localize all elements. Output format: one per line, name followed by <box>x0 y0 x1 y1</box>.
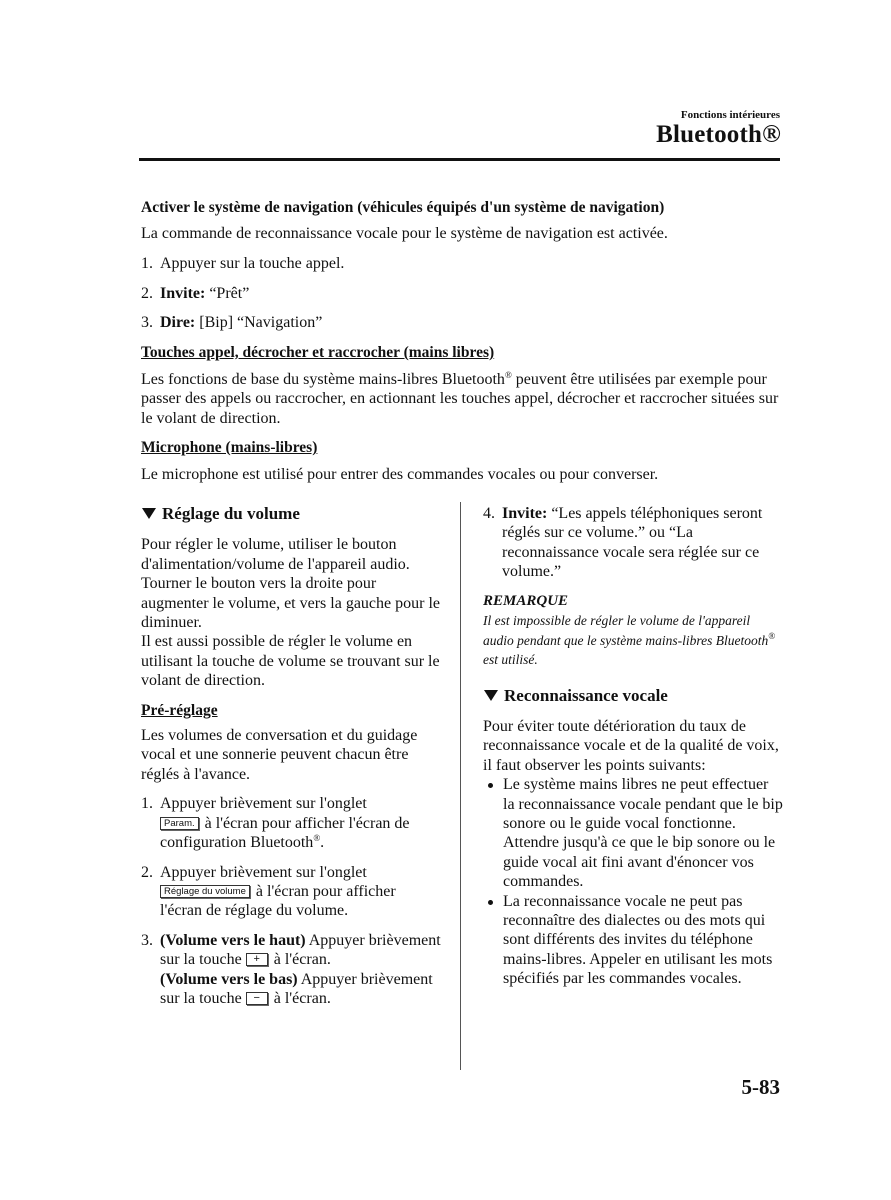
nav-intro: La commande de reconnaissance vocale pour le système de navigation est activée. <box>141 224 668 242</box>
step-number: 2. <box>141 863 153 881</box>
nav-step-3 <box>141 313 783 333</box>
touches-section <box>141 343 783 428</box>
nav-section <box>141 198 783 333</box>
step-number: 3. <box>141 931 153 949</box>
bullet-icon <box>488 900 493 905</box>
page-title: Bluetooth® <box>656 121 781 148</box>
bullet-text: La reconnaissance vocale ne peut pas reconnaître des dialectes ou des mots qui sont différents des invites du téléphone mains-libres. Appeler en utilisant les mots spécifiés par les commandes vocales. <box>503 892 773 988</box>
registered-mark: ® <box>504 369 512 380</box>
param-tab-button[interactable]: Param. <box>160 817 199 830</box>
nav-heading: Activer le système de navigation (véhicules équipés d'un système de navigation) <box>141 199 665 216</box>
volume-down-button[interactable]: − <box>246 992 268 1005</box>
volume-up-button[interactable]: + <box>246 953 268 966</box>
touches-body-b: peuvent être utilisées par exemple pour passer des appels ou raccrocher, en actionnant les touches appel, décrocher et raccrocher situées sur le volant de direction. <box>141 370 779 427</box>
preset-body: Les volumes de conversation et du guidage vocal et une sonnerie peuvent chacun être réglés à l'avance. <box>141 727 418 783</box>
preset-step-2 <box>141 863 441 921</box>
step-text: Appuyer brièvement sur la touche <box>160 970 433 1007</box>
step-number: 4. <box>483 505 495 522</box>
left-column <box>141 504 441 1008</box>
nav-step-2 <box>141 284 783 304</box>
voice-recognition-heading <box>483 686 783 705</box>
step-text: “Prêt” <box>205 284 250 302</box>
bullet-text: Le système mains libres ne peut effectuer la reconnaissance vocale pendant que le bip sonore ou le guide vocal fonctionne. Attendre jusqu'à ce que le bip sonore ou le guide vocal ait fini avant d'énoncer vos commandes. <box>503 776 783 891</box>
step-text: à l'écran. <box>273 951 331 969</box>
step-text: à l'écran pour afficher l'écran de réglage du volume. <box>160 882 396 920</box>
preset-step-4 <box>483 504 783 582</box>
bullet-icon <box>488 783 493 788</box>
header-rule <box>139 158 780 161</box>
right-column <box>483 504 783 989</box>
step-label: (Volume vers le haut) <box>160 931 306 949</box>
step-text: Appuyer brièvement sur la touche <box>160 931 441 969</box>
note-text: Il est impossible de régler le volume de l'appareil audio pendant que le système mains-libres Bluetooth <box>483 613 769 648</box>
step-text: “Les appels téléphoniques seront réglés sur ce volume.” ou “La reconnaissance vocale sera réglée sur ce volume.” <box>502 505 763 581</box>
volume-heading <box>141 504 441 523</box>
step-text: . <box>320 834 325 852</box>
note-text: est utilisé. <box>483 652 538 668</box>
preset-step-1 <box>141 794 441 852</box>
volume-heading-text: Réglage du volume <box>162 504 300 523</box>
touches-body <box>141 370 783 429</box>
volume-settings-tab-button[interactable]: Réglage du volume <box>160 885 250 898</box>
voice-recognition-body: Pour éviter toute détérioration du taux de reconnaissance vocale et de la qualité de voix, il faut observer les points suivants: <box>483 717 779 774</box>
step-label: Invite: <box>502 505 548 522</box>
touches-heading: Touches appel, décrocher et raccrocher (mains libres) <box>141 344 495 361</box>
step-text: Appuyer brièvement sur l'onglet <box>160 863 367 881</box>
touches-body-a: Les fonctions de base du système mains-libres Bluetooth <box>141 370 505 388</box>
volume-body-1: Pour régler le volume, utiliser le bouton d'alimentation/volume de l'appareil audio. Tourner le bouton vers la droite pour augmenter le volume, et vers la gauche pour le diminuer. <box>141 536 440 632</box>
step-label: Dire: <box>160 314 196 331</box>
voice-recognition-heading-text: Reconnaissance vocale <box>504 685 668 705</box>
step-text: à l'écran pour afficher l'écran de configuration Bluetooth <box>160 814 410 852</box>
list-item <box>483 775 783 891</box>
step-label: Invite: <box>160 284 206 302</box>
registered-mark: ® <box>313 833 321 844</box>
list-item <box>483 892 783 989</box>
page-number: 5-83 <box>741 1075 780 1099</box>
note-body <box>483 611 783 670</box>
section-label: Fonctions intérieures <box>680 109 780 121</box>
triangle-down-icon <box>484 690 498 701</box>
step-text: [Bip] “Navigation” <box>195 314 323 331</box>
preset-step-3 <box>141 931 441 1009</box>
triangle-down-icon <box>142 508 156 519</box>
step-number: 1. <box>141 255 153 272</box>
column-divider <box>460 502 461 1070</box>
step-number: 2. <box>141 284 153 302</box>
micro-body: Le microphone est utilisé pour entrer des commandes vocales ou pour converser. <box>141 465 659 483</box>
step-text: Appuyer brièvement sur l'onglet <box>160 795 367 813</box>
step-text: Appuyer sur la touche appel. <box>160 255 345 272</box>
step-number: 1. <box>141 795 153 813</box>
registered-mark: ® <box>768 630 776 641</box>
preset-heading: Pré-réglage <box>141 701 218 719</box>
step-number: 3. <box>141 314 153 331</box>
nav-step-1 <box>141 254 783 274</box>
step-text: à l'écran. <box>273 989 331 1007</box>
micro-section <box>141 438 783 484</box>
note-title: REMARQUE <box>483 592 569 609</box>
micro-heading: Microphone (mains-libres) <box>141 439 318 456</box>
step-label: (Volume vers le bas) <box>160 970 298 988</box>
volume-body-2: Il est aussi possible de régler le volume en utilisant la touche de volume se trouvant sur le volant de direction. <box>141 633 440 690</box>
